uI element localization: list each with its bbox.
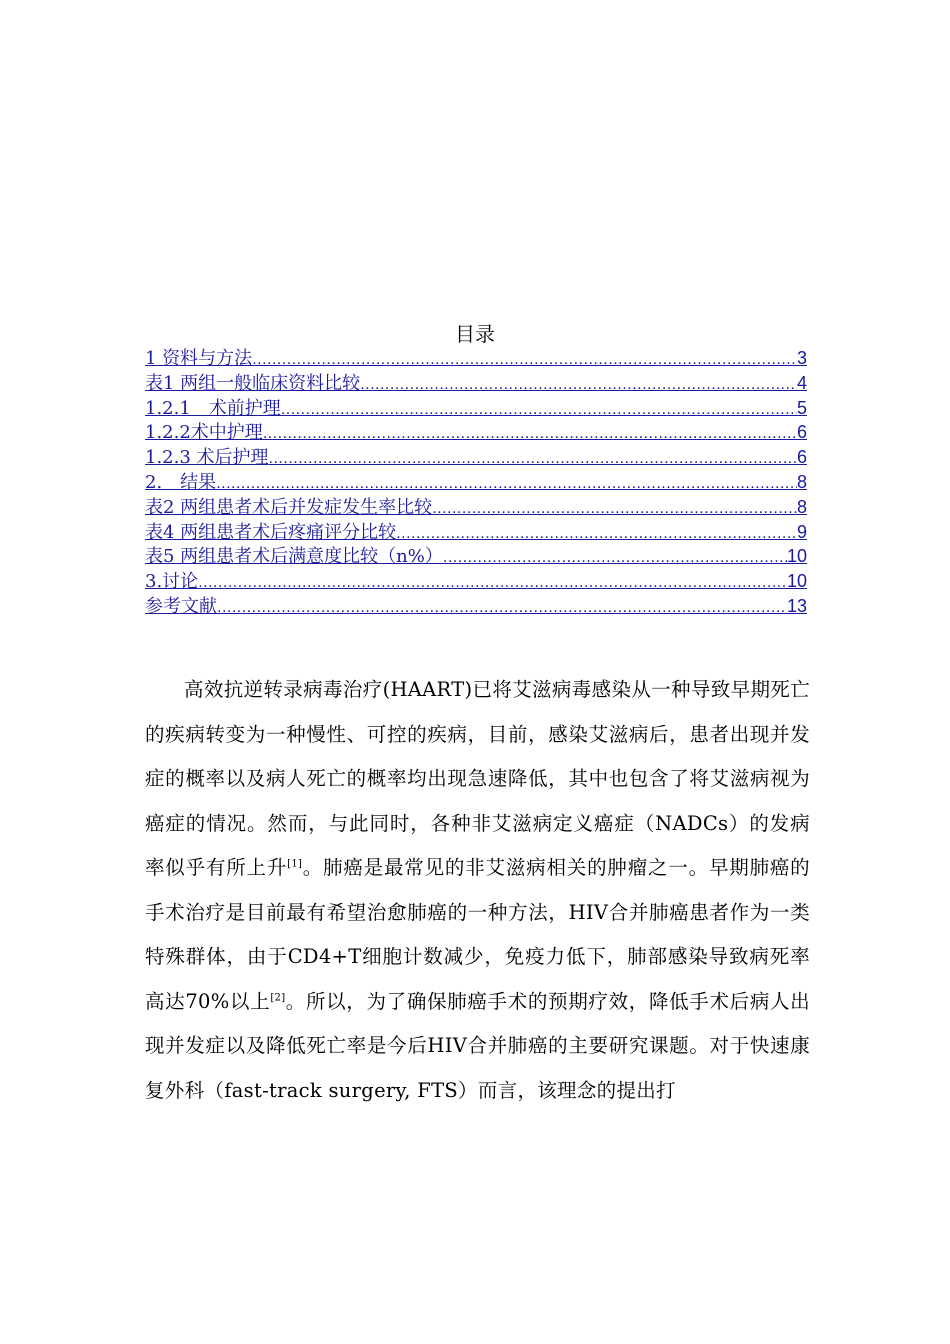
toc-leader-dots <box>443 545 787 569</box>
toc-entry-page[interactable]: 10 <box>786 571 807 592</box>
toc-entry[interactable] <box>145 371 807 396</box>
toc-entry[interactable] <box>145 520 807 545</box>
paragraph-text: 高效抗逆转录病毒治疗(HAART)已将艾滋病毒感染从一种导致早期死亡的疾病转变为一种慢性、可控的疾病，目前，感染艾滋病后，患者出现并发症的概率以及病人死亡的概率均出现急速降低，其中也包含了将艾滋病视为癌症的情况。然而，与此同时，各种非艾滋病定义癌症（NADCs）的发病率似乎有所上升 <box>145 678 810 879</box>
toc-entry-page[interactable]: 9 <box>796 521 807 542</box>
toc-entry-page[interactable]: 8 <box>796 471 807 492</box>
toc-entry-label[interactable]: 1.2.1 术前护理 <box>145 397 281 419</box>
toc-entry[interactable] <box>145 346 807 371</box>
toc-entry[interactable] <box>145 569 807 594</box>
toc-entry-label[interactable]: 表4 两组患者术后疼痛评分比较 <box>145 521 397 543</box>
toc-leader-dots <box>217 595 787 619</box>
toc-entry-page[interactable]: 6 <box>796 422 807 443</box>
toc-entry-page[interactable]: 8 <box>796 496 807 517</box>
toc-leader-dots <box>198 570 787 594</box>
toc-entry-label[interactable]: 1.2.3 术后护理 <box>145 447 269 469</box>
toc-entry-page[interactable]: 4 <box>796 372 807 393</box>
paragraph-text: 。肺癌是最常见的非艾滋病相关的肿瘤之一。早期肺癌的手术治疗是目前最有希望治愈肺癌的一种方法，HIV合并肺癌患者作为一类特殊群体，由于CD4+T细胞计数减少，免疫力低下，肺部感染导致病死率高达70%以上 <box>145 856 810 1013</box>
toc-leader-dots <box>281 397 797 421</box>
toc-entry-label[interactable]: 表2 两组患者术后并发症发生率比较 <box>145 496 433 518</box>
toc-entry-page[interactable]: 10 <box>786 546 807 567</box>
toc-entry-label[interactable]: 1 资料与方法 <box>145 348 253 369</box>
citation-ref[interactable]: [1] <box>287 858 303 870</box>
toc-entry[interactable] <box>145 420 807 445</box>
body-paragraph <box>145 668 810 1113</box>
toc-entry-label[interactable]: 2. 结果 <box>145 471 217 493</box>
toc-entry-label[interactable]: 参考文献 <box>145 595 217 617</box>
toc-leader-dots <box>263 421 797 445</box>
toc-entry-page[interactable]: 13 <box>786 595 807 616</box>
toc-entry[interactable] <box>145 495 807 520</box>
table-of-contents <box>145 346 807 619</box>
toc-entry-label[interactable]: 表5 两组患者术后满意度比较（n%） <box>145 546 443 568</box>
toc-entry-label[interactable]: 3.讨论 <box>145 571 199 593</box>
toc-entry[interactable] <box>145 396 807 421</box>
toc-title: 目录 <box>455 322 495 346</box>
toc-leader-dots <box>432 496 797 520</box>
toc-entry-label[interactable]: 1.2.2术中护理 <box>145 422 263 444</box>
toc-entry-page[interactable]: 5 <box>796 397 807 418</box>
toc-leader-dots <box>252 347 797 371</box>
toc-leader-dots <box>396 521 797 545</box>
toc-entry[interactable] <box>145 544 807 569</box>
toc-entry-page[interactable]: 6 <box>796 447 807 468</box>
paragraph-text: 。所以，为了确保肺癌手术的预期疗效，降低手术后病人出现并发症以及降低死亡率是今后HIV合并肺癌的主要研究课题。对于快速康复外科（fast-track surgery, FTS）而言，该理念的提出打 <box>145 989 810 1102</box>
toc-entry[interactable] <box>145 445 807 470</box>
toc-leader-dots <box>269 446 797 470</box>
toc-entry[interactable] <box>145 470 807 495</box>
toc-entry-page[interactable]: 3 <box>796 348 807 368</box>
citation-ref[interactable]: [2] <box>270 992 286 1003</box>
toc-entry-label[interactable]: 表1 两组一般临床资料比较 <box>145 372 361 394</box>
toc-leader-dots <box>216 471 797 495</box>
toc-entry[interactable] <box>145 594 807 619</box>
toc-leader-dots <box>360 372 797 396</box>
